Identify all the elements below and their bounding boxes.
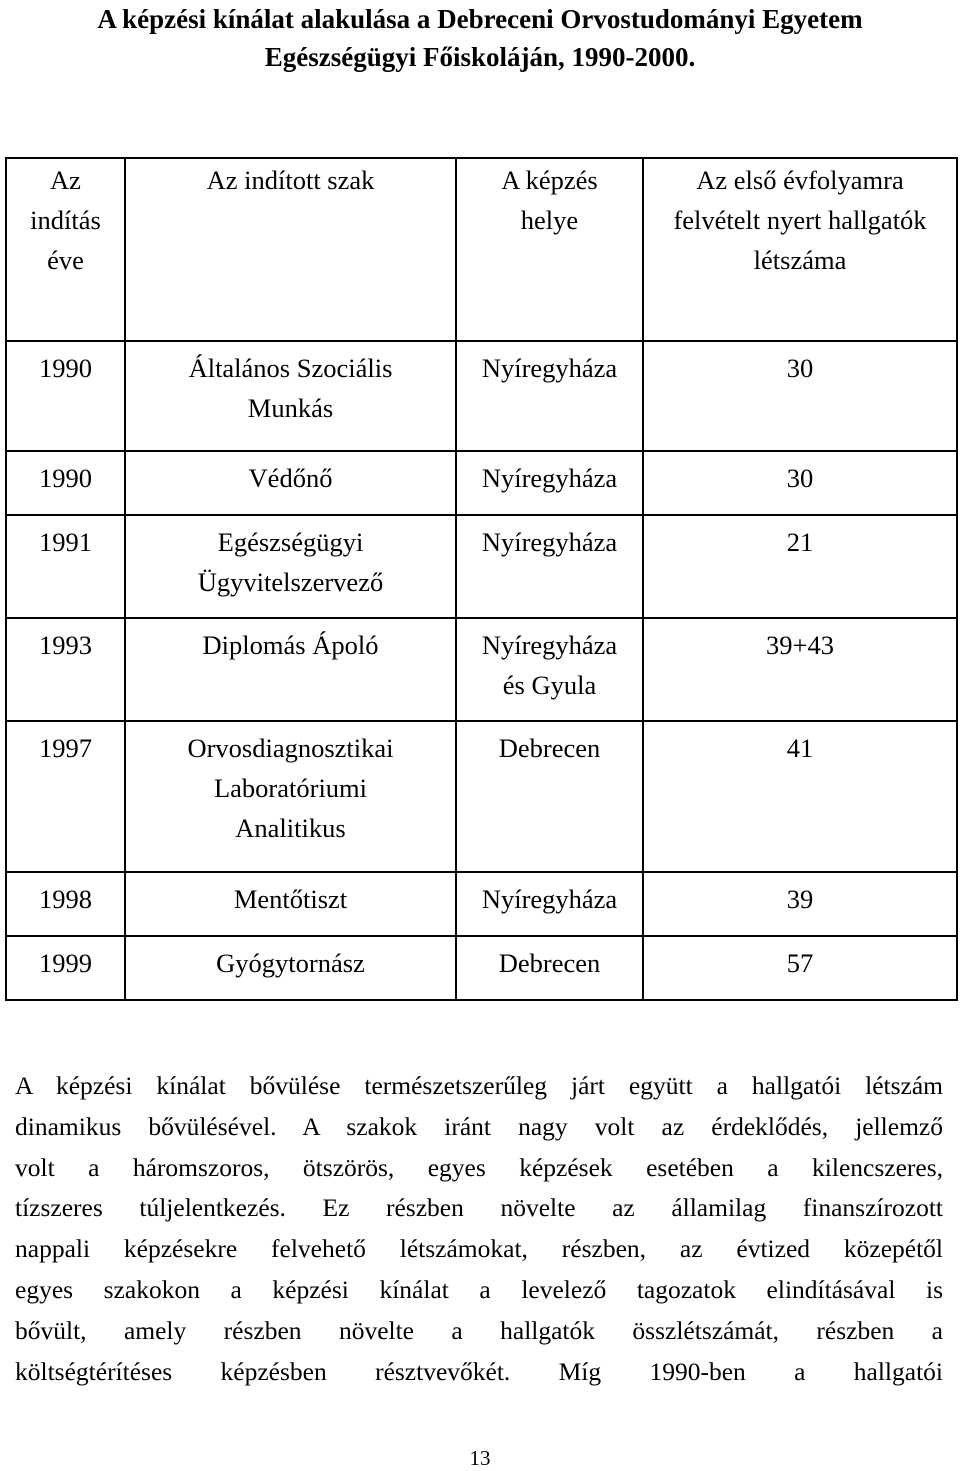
cell-year: 1999 [6, 936, 125, 1000]
paragraph-line: egyes szakokon a képzési kínálat a levelező tagozatok elindításával is [15, 1274, 943, 1304]
cell-program: Diplomás Ápoló [125, 618, 456, 721]
table-row [6, 451, 957, 515]
cell-program: Általános Szociális Munkás [125, 341, 456, 451]
cell-count: 30 [643, 341, 957, 451]
cell-place: Nyíregyháza [456, 451, 643, 515]
cell-program: Mentőtiszt [125, 872, 456, 936]
cell-place: Nyíregyháza [456, 341, 643, 451]
paragraph-line: nappali képzésekre felvehető létszámokat, részben, az évtized közepétől [15, 1234, 943, 1264]
table-row [6, 936, 957, 1000]
cell-year: 1997 [6, 721, 125, 872]
table-header-row [6, 158, 957, 341]
page-number: 13 [469, 1446, 491, 1470]
table-row [6, 872, 957, 936]
cell-count: 39+43 [643, 618, 957, 721]
cell-program: Orvosdiagnosztikai Laboratóriumi Analitikus [125, 721, 456, 872]
cell-count: 39 [643, 872, 957, 936]
paragraph-line: volt a háromszoros, ötszörös, egyes képzések esetében a kilencszeres, [15, 1152, 943, 1182]
cell-program: Védőnő [125, 451, 456, 515]
paragraph-line: bővült, amely részben növelte a hallgatók összlétszámát, részben a [15, 1315, 943, 1345]
header-location: A képzés helye [456, 158, 643, 341]
document-title [10, 0, 950, 76]
program-offer-table [5, 157, 958, 1001]
cell-year: 1993 [6, 618, 125, 721]
header-student-count: Az első évfolyamra felvételt nyert hallgatók létszáma [643, 158, 957, 341]
cell-place: Nyíregyháza [456, 872, 643, 936]
cell-place: Nyíregyháza [456, 515, 643, 618]
header-program: Az indított szak [125, 158, 456, 341]
body-paragraph [15, 1066, 943, 1392]
paragraph-line: költségtérítéses képzésben résztvevőkét. Míg 1990-ben a hallgatói [15, 1356, 943, 1386]
cell-year: 1990 [6, 451, 125, 515]
paragraph-line: dinamikus bővülésével. A szakok iránt nagy volt az érdeklődés, jellemző [15, 1111, 943, 1141]
cell-program: Egészségügyi Ügyvitelszervező [125, 515, 456, 618]
paragraph-line: A képzési kínálat bővülése természetszerűleg járt együtt a hallgatói létszám [15, 1071, 943, 1100]
header-start-year: Az indítás éve [6, 158, 125, 341]
table-row [6, 721, 957, 872]
cell-count: 41 [643, 721, 957, 872]
cell-year: 1991 [6, 515, 125, 618]
cell-count: 21 [643, 515, 957, 618]
paragraph-line: tízszeres túljelentkezés. Ez részben növelte az államilag finanszírozott [15, 1193, 943, 1223]
cell-count: 57 [643, 936, 957, 1000]
cell-year: 1990 [6, 341, 125, 451]
cell-place: Debrecen [456, 721, 643, 872]
cell-place: Debrecen [456, 936, 643, 1000]
cell-place: Nyíregyháza és Gyula [456, 618, 643, 721]
cell-program: Gyógytornász [125, 936, 456, 1000]
table-row [6, 515, 957, 618]
title-line-1: A képzési kínálat alakulása a Debreceni Orvostudományi Egyetem [97, 4, 863, 34]
cell-year: 1998 [6, 872, 125, 936]
title-line-2: Egészségügyi Főiskoláján, 1990-2000. [264, 42, 696, 72]
table-row [6, 618, 957, 721]
table-row [6, 341, 957, 451]
cell-count: 30 [643, 451, 957, 515]
